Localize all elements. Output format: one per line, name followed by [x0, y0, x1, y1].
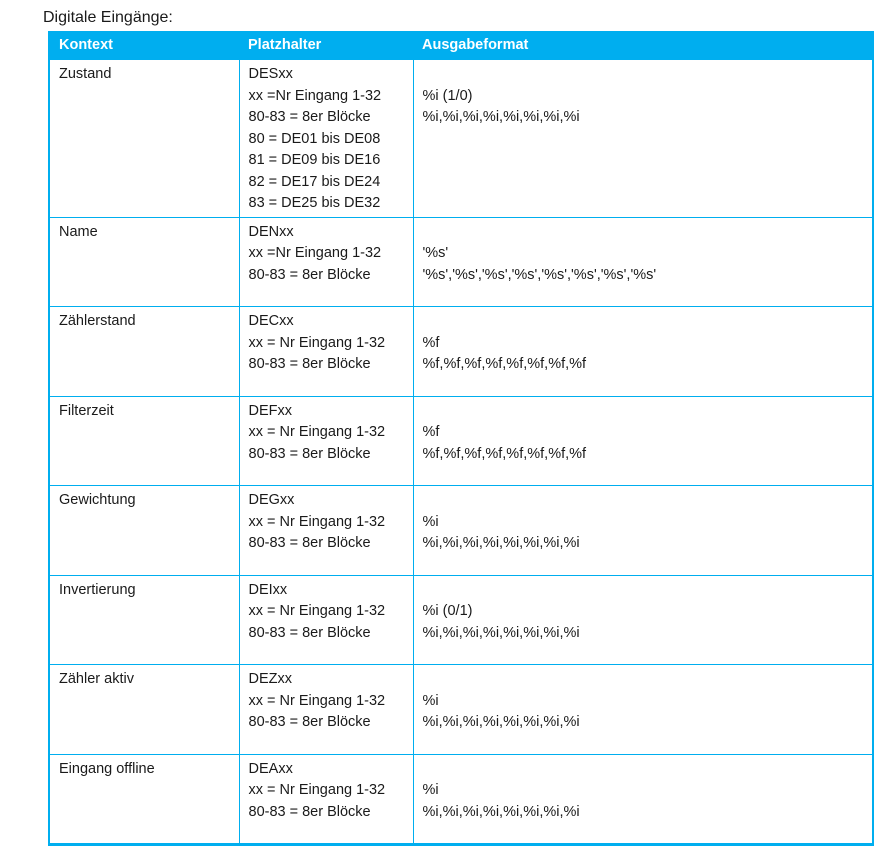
ausgabeformat-line — [423, 64, 864, 86]
platzhalter-line: DENxx — [248, 223, 294, 240]
platzhalter-line: 80-83 = 8er Blöcke — [248, 266, 371, 283]
ausgabeformat-line — [423, 311, 864, 333]
table-row — [49, 60, 873, 218]
ausgabeformat-line: %i,%i,%i,%i,%i,%i,%i,%i — [422, 803, 580, 820]
kontext-label: Zustand — [59, 66, 112, 82]
kontext-cell — [49, 486, 239, 576]
platzhalter-line: 80-83 = 8er Blöcke — [248, 624, 371, 641]
ausgabeformat-line: '%s' — [422, 245, 449, 261]
platzhalter-line: xx = Nr Eingang 1-32 — [248, 334, 386, 351]
platzhalter-line: 82 = DE17 bis DE24 — [248, 173, 381, 190]
platzhalter-cell — [239, 665, 413, 755]
kontext-cell — [49, 396, 239, 486]
page-title: Digitale Eingänge: — [43, 9, 173, 26]
kontext-label: Eingang offline — [59, 760, 155, 777]
ausgabeformat-line — [423, 580, 864, 602]
ausgabeformat-cell — [413, 486, 873, 576]
platzhalter-cell — [239, 60, 413, 218]
ausgabeformat-line: %f — [422, 424, 440, 440]
kontext-cell — [49, 665, 239, 755]
ausgabeformat-line: '%s','%s','%s','%s','%s','%s','%s','%s' — [422, 266, 657, 283]
ausgabeformat-line: %f — [422, 334, 440, 351]
ausgabeformat-line: %f,%f,%f,%f,%f,%f,%f,%f — [422, 356, 587, 372]
ausgabeformat-line: %i — [422, 513, 439, 530]
platzhalter-cell — [239, 486, 413, 576]
kontext-cell — [49, 307, 239, 397]
table-row — [49, 486, 873, 576]
platzhalter-line: 80-83 = 8er Blöcke — [248, 445, 371, 462]
kontext-label: Gewichtung — [59, 492, 136, 508]
table-row — [49, 754, 873, 845]
ausgabeformat-cell — [413, 396, 873, 486]
platzhalter-line: xx =Nr Eingang 1-32 — [248, 87, 382, 104]
ausgabeformat-cell — [413, 307, 873, 397]
kontext-label: Invertierung — [59, 581, 136, 598]
platzhalter-line: xx = Nr Eingang 1-32 — [248, 782, 386, 798]
kontext-cell — [49, 575, 239, 665]
platzhalter-cell — [239, 396, 413, 486]
kontext-cell — [49, 217, 239, 307]
table-row — [49, 396, 873, 486]
table-row — [49, 217, 873, 307]
kontext-label: Zählerstand — [59, 313, 136, 329]
table-row — [49, 575, 873, 665]
platzhalter-line: DEGxx — [248, 492, 295, 508]
platzhalter-line: xx = Nr Eingang 1-32 — [248, 603, 386, 619]
ausgabeformat-line: %i,%i,%i,%i,%i,%i,%i,%i — [422, 714, 580, 730]
ausgabeformat-cell — [413, 575, 873, 665]
kontext-label: Name — [59, 223, 98, 240]
ausgabeformat-line: %i,%i,%i,%i,%i,%i,%i,%i — [422, 535, 580, 551]
kontext-cell — [49, 754, 239, 845]
platzhalter-line: 80-83 = 8er Blöcke — [248, 109, 371, 125]
ausgabeformat-line: %i — [422, 692, 439, 709]
placeholder-table — [48, 31, 874, 846]
ausgabeformat-line — [423, 222, 864, 244]
platzhalter-line: xx = Nr Eingang 1-32 — [248, 424, 386, 440]
ausgabeformat-line: %i (0/1) — [422, 603, 473, 619]
table-body — [49, 60, 873, 845]
platzhalter-line: DEZxx — [248, 671, 292, 687]
platzhalter-line: 80 = DE01 bis DE08 — [248, 130, 381, 147]
platzhalter-line: 80-83 = 8er Blöcke — [248, 803, 371, 820]
table-header-row — [49, 32, 873, 60]
platzhalter-line: DEIxx — [248, 581, 288, 598]
platzhalter-line: 80-83 = 8er Blöcke — [248, 356, 371, 372]
platzhalter-line: DECxx — [248, 313, 294, 329]
platzhalter-line: xx = Nr Eingang 1-32 — [248, 692, 386, 709]
platzhalter-line: DESxx — [248, 66, 293, 82]
ausgabeformat-cell — [413, 754, 873, 845]
kontext-label: Filterzeit — [59, 402, 114, 419]
platzhalter-cell — [239, 754, 413, 845]
ausgabeformat-line — [423, 759, 864, 781]
table-row — [49, 307, 873, 397]
header-cell-kontext: Kontext — [49, 32, 239, 60]
ausgabeformat-line: %i,%i,%i,%i,%i,%i,%i,%i — [422, 624, 580, 641]
ausgabeformat-line: %i,%i,%i,%i,%i,%i,%i,%i — [422, 109, 580, 125]
ausgabeformat-line: %f,%f,%f,%f,%f,%f,%f,%f — [422, 445, 587, 462]
platzhalter-line: DEFxx — [248, 402, 292, 419]
platzhalter-line: DEAxx — [248, 760, 293, 777]
ausgabeformat-line: %i (1/0) — [422, 87, 473, 104]
platzhalter-cell — [239, 307, 413, 397]
header-cell-ausgabeformat: Ausgabeformat — [413, 32, 873, 60]
platzhalter-line: xx = Nr Eingang 1-32 — [248, 513, 386, 530]
table-row — [49, 665, 873, 755]
platzhalter-cell — [239, 575, 413, 665]
ausgabeformat-line: %i — [422, 782, 439, 798]
ausgabeformat-cell — [413, 60, 873, 218]
kontext-cell — [49, 60, 239, 218]
ausgabeformat-line — [423, 669, 864, 691]
platzhalter-line: 80-83 = 8er Blöcke — [248, 714, 371, 730]
ausgabeformat-line — [423, 490, 864, 512]
ausgabeformat-line — [423, 401, 864, 423]
platzhalter-line: 83 = DE25 bis DE32 — [248, 195, 381, 211]
platzhalter-line: 80-83 = 8er Blöcke — [248, 535, 371, 551]
platzhalter-line: xx =Nr Eingang 1-32 — [248, 245, 382, 261]
ausgabeformat-cell — [413, 217, 873, 307]
kontext-label: Zähler aktiv — [59, 671, 134, 687]
header-cell-platzhalter: Platzhalter — [239, 32, 413, 60]
ausgabeformat-cell — [413, 665, 873, 755]
table-header — [49, 32, 873, 60]
platzhalter-line: 81 = DE09 bis DE16 — [248, 152, 381, 168]
platzhalter-cell — [239, 217, 413, 307]
